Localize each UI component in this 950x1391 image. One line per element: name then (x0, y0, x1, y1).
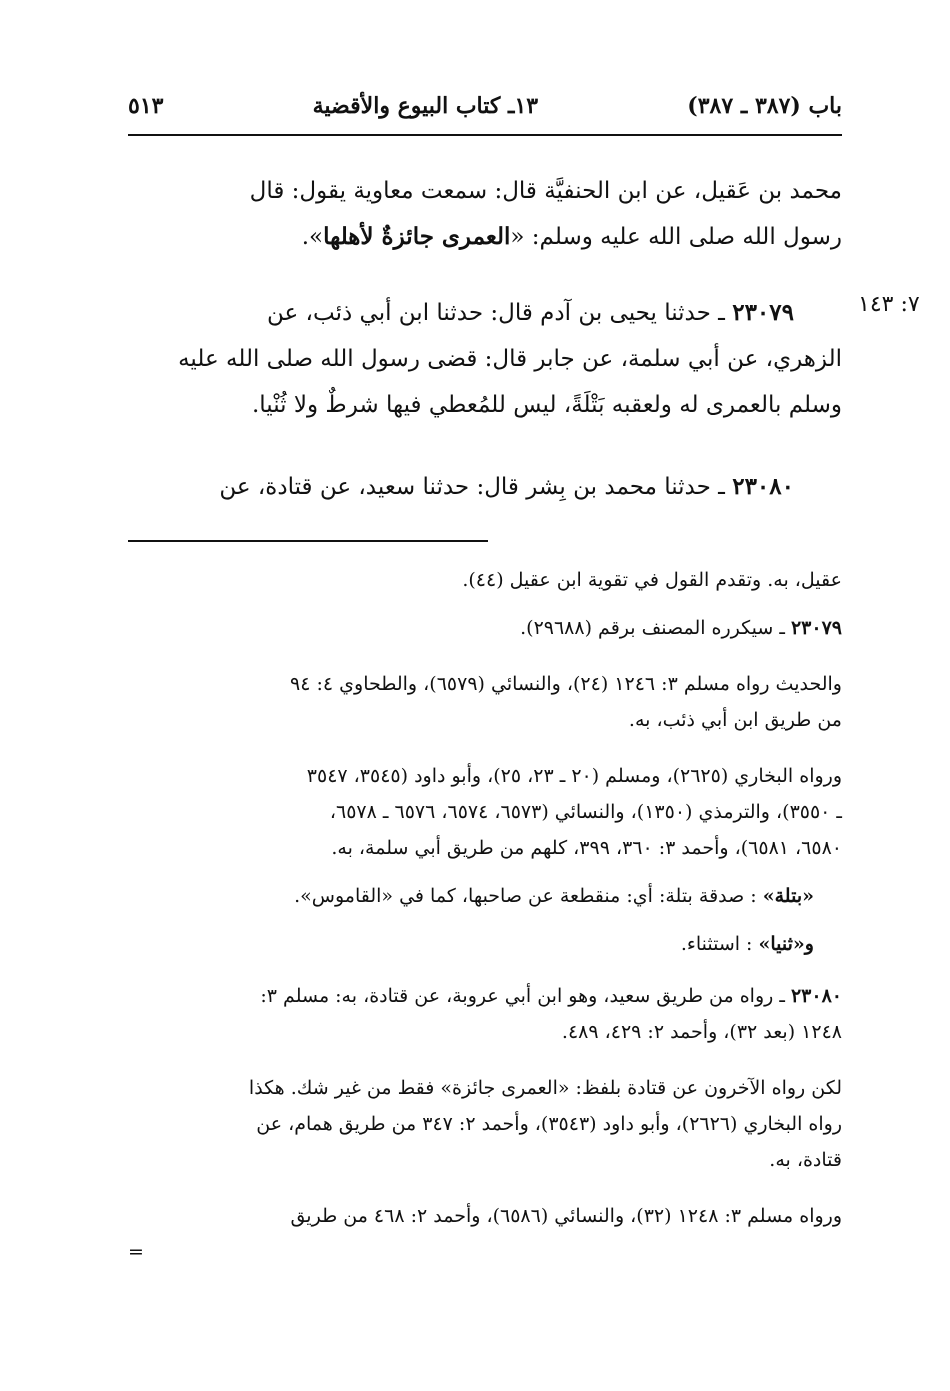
header-rule (128, 134, 842, 136)
footnote-4 (128, 758, 842, 866)
hadith-23079-line-3: وسلم بالعمرى له ولعقبه بَتْلَةً، ليس للمُعطي فيها شرطٌ ولا ثُنْيا. (251, 392, 842, 418)
footnote-2-text: ـ سيكرره المصنف برقم (٢٩٦٨٨). (520, 617, 791, 639)
footnote-8 (128, 1070, 842, 1178)
hadith-23080 (128, 464, 842, 510)
footnote-4-line-1: ورواه البخاري (٢٦٢٥)، ومسلم (٢٠ ـ ٢٣، ٢٥)، وأبو داود (٣٥٤٥، ٣٥٤٧ (306, 765, 842, 787)
footnote-6 (128, 926, 842, 962)
hadith-quote: العمرى جائزةٌ لأهلها (323, 223, 511, 250)
footnote-9 (128, 1198, 842, 1234)
page-number: ٥١٣ (128, 93, 164, 119)
margin-reference: ٧: ١٤٣ (858, 292, 920, 317)
continuation-symbol: = (128, 1241, 144, 1263)
footnote-8-line-1: لكن رواه الآخرون عن قتادة بلفظ: «العمرى جائزة» فقط من غير شك. هكذا (248, 1077, 842, 1099)
hadith-number: ٢٣٠٨٠ (732, 473, 794, 500)
footnote-6-text: : استثناء. (680, 933, 759, 955)
footnote-hadith-number: ٢٣٠٨٠ (790, 985, 842, 1007)
paragraph-1 (128, 168, 842, 260)
footnote-4-line-2: ـ ٣٥٥٠)، والترمذي (١٣٥٠)، والنسائي (٦٥٧٣، ٦٥٧٤، ٦٥٧٦ ـ ٦٥٧٨، (329, 801, 842, 823)
footnote-3-line-2: من طريق ابن أبي ذئب، به. (628, 709, 842, 731)
footnote-5-text: : صدقة بتلة: أي: منقطعة عن صاحبها، كما في «القاموس». (294, 885, 763, 907)
chapter-heading: باب (٣٨٧ ـ ٣٨٧) (687, 93, 842, 119)
book-title: ١٣ـ كتاب البيوع والأقضية (312, 93, 539, 119)
footnote-2 (128, 610, 842, 646)
hadith-number: ٢٣٠٧٩ (732, 299, 794, 326)
footnote-9-line-1: ورواه مسلم ٣: ١٢٤٨ (٣٢)، والنسائي (٦٥٨٦)، وأحمد ٢: ٤٦٨ من طريق (290, 1205, 842, 1227)
footnote-3 (128, 666, 842, 738)
hadith-23079-text (128, 290, 842, 336)
running-header (128, 88, 842, 124)
footnote-separator (128, 540, 488, 542)
footnote-8-line-3: قتادة، به. (769, 1149, 842, 1171)
continuation-mark (128, 1234, 842, 1270)
footnote-4-line-3: ٦٥٨٠، ٦٥٨١)، وأحمد ٣: ٣٦٠، ٣٩٩، كلهم من طريق أبي سلمة، به. (331, 837, 842, 859)
paragraph-1-line-2a: رسول الله صلى الله عليه وسلم: « (510, 224, 842, 250)
footnote-1-text: عقيل، به. وتقدم القول في تقوية ابن عقيل (٤٤). (462, 569, 842, 591)
hadith-23079-line-1: ـ حدثنا يحيى بن آدم قال: حدثنا ابن أبي ذئب، عن (267, 300, 733, 326)
footnote-hadith-number: ٢٣٠٧٩ (790, 617, 842, 639)
footnote-5 (128, 878, 842, 914)
main-text (128, 168, 842, 260)
paragraph-1-line-1: محمد بن عَقيل، عن ابن الحنفيَّة قال: سمعت معاوية يقول: قال (249, 178, 842, 204)
footnote-7-line-2: ١٢٤٨ (بعد ٣٢)، وأحمد ٢: ٤٢٩، ٤٨٩. (561, 1021, 842, 1043)
footnote-7-line-1: ـ رواه من طريق سعيد، وهو ابن أبي عروبة، عن قتادة، به: مسلم ٣: (260, 985, 791, 1007)
hadith-23079 (128, 290, 842, 428)
hadith-23079-cont (128, 336, 842, 428)
footnote-7 (128, 978, 842, 1050)
footnote-1 (128, 562, 842, 598)
hadith-23080-line-1: ـ حدثنا محمد بن بِشر قال: حدثنا سعيد، عن قتادة، عن (219, 474, 733, 500)
hadith-23080-text (128, 464, 842, 510)
paragraph-1-line-2c: ». (301, 224, 324, 250)
footnotes (128, 562, 842, 1270)
footnote-8-line-2: رواه البخاري (٢٦٢٦)، وأبو داود (٣٥٤٣)، وأحمد ٢: ٣٤٧ من طريق همام، عن (256, 1113, 842, 1135)
hadith-23079-line-2: الزهري، عن أبي سلمة، عن جابر قال: قضى رسول الله صلى الله عليه (178, 346, 842, 372)
glossary-term: و«ثنيا» (758, 933, 814, 955)
footnote-3-line-1: والحديث رواه مسلم ٣: ١٢٤٦ (٢٤)، والنسائي (٦٥٧٩)، والطحاوي ٤: ٩٤ (290, 673, 842, 695)
glossary-term: «بتلة» (762, 885, 814, 907)
